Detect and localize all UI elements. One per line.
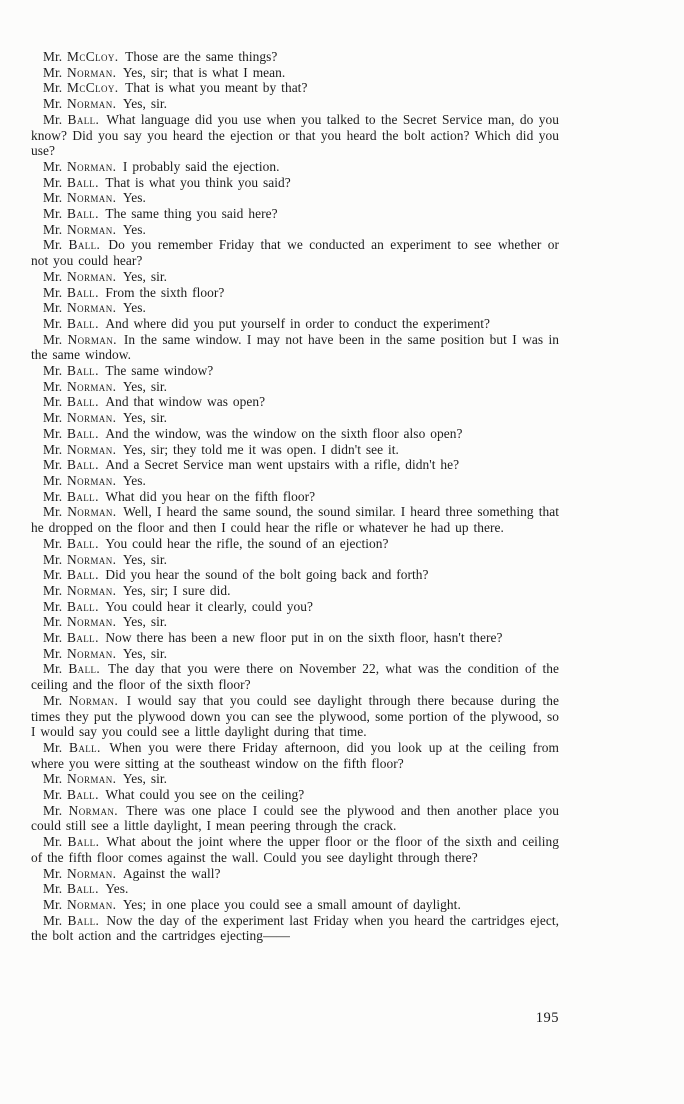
speaker-name: Mr. Ball. [43,425,99,441]
speaker-name: Mr. Norman. [43,802,118,818]
speech-text: Those are the same things? [125,49,278,64]
speech-text: Well, I heard the same sound, the sound similar. I heard three something that he dropped on the floor and then I could hear the rifle or whatever he had up there. [31,504,559,536]
dialogue-line [31,567,559,583]
speaker-surname: Ball [67,457,96,473]
dialogue-line [31,49,559,65]
speaker-surname: Norman [67,472,113,488]
speaker-surname: Ball [67,787,96,803]
speech-text: Against the wall? [122,865,221,881]
speaker-name: Mr. Norman. [43,221,117,237]
dialogue-line [31,771,559,787]
speech-text: Yes, sir. [122,645,168,661]
speaker-surname: Norman [67,190,113,206]
speaker-name: Mr. Norman. [43,614,117,630]
speaker-name: Mr. Norman. [43,865,117,881]
speaker-surname: Norman [67,64,113,80]
speech-text: Yes, sir. [122,410,168,426]
speech-text: And that window was open? [105,394,266,410]
speaker-name: Mr. Ball. [43,315,99,331]
speaker-name: Mr. Ball. [43,630,99,646]
dialogue-line [31,693,559,740]
speaker-name: Mr. Ball. [43,363,99,379]
speech-text: Did you hear the sound of the bolt going back and forth? [105,567,429,583]
speaker-prefix: Mr. [43,865,63,881]
speech-text: The same thing you said here? [105,206,278,222]
speech-text: Yes, sir. [122,378,168,394]
speaker-prefix: Mr. [43,645,63,661]
speaker-surname: Norman [68,802,115,818]
speaker-name: Mr. Ball. [43,739,101,755]
speaker-name: Mr. Ball. [43,912,99,928]
speech-text: Yes, sir. [122,551,168,567]
page-number: 195 [535,1010,559,1026]
speaker-surname: Ball [67,206,96,222]
dialogue-line [31,740,559,771]
speaker-prefix: Mr. [43,802,63,818]
speech-text: That is what you meant by that? [125,80,308,96]
speaker-name: Mr. Ball. [43,661,100,677]
speaker-prefix: Mr. [43,49,63,64]
dialogue-line [31,442,559,458]
speaker-surname: McCloy [67,80,115,96]
speaker-name: Mr. Norman. [43,441,117,457]
speaker-prefix: Mr. [43,912,63,928]
dialogue-line [31,866,559,882]
speaker-name: Mr. Norman. [43,896,117,912]
speaker-prefix: Mr. [43,771,63,787]
speaker-surname: Norman [67,771,113,787]
speech-text: I would say that you could see daylight through there because during the times they put the plywood down you can see the plywood, some portion of the plywood, so I would say you could see a little daylight during that time. [31,692,560,740]
dialogue-line [31,803,559,834]
speaker-name: Mr. Norman. [43,582,117,598]
speaker-name: Mr. Ball. [43,457,99,473]
speech-text: And a Secret Service man went upstairs with a rifle, didn't he? [105,457,460,473]
speaker-prefix: Mr. [43,598,63,614]
dialogue-line [31,599,559,615]
dialogue-line [31,112,559,159]
speaker-name: Mr. Norman. [43,96,117,112]
dialogue-line [31,316,559,332]
speaker-name: Mr. Ball. [43,787,99,803]
speaker-surname: Norman [67,410,113,426]
speaker-name: Mr. Ball. [43,834,99,850]
dialogue-line [31,661,559,692]
speaker-prefix: Mr. [43,206,63,222]
dialogue-line [31,159,559,175]
speaker-prefix: Mr. [43,551,63,567]
speaker-surname: Ball [67,912,96,928]
speaker-surname: Ball [67,881,96,897]
speech-text: And the window, was the window on the sixth floor also open? [105,425,463,441]
speaker-name: Mr. Norman. [43,158,117,174]
speaker-prefix: Mr. [43,504,63,520]
speaker-prefix: Mr. [43,582,63,598]
speech-text: Yes. [122,190,146,206]
speaker-prefix: Mr. [43,472,63,488]
speaker-surname: Ball [69,739,98,755]
speech-text: Now there has been a new floor put in on the sixth floor, hasn't there? [105,630,503,646]
speaker-prefix: Mr. [43,787,63,803]
speaker-surname: Norman [67,158,113,174]
speech-text: I probably said the ejection. [122,158,280,174]
speaker-surname: Norman [67,221,113,237]
speech-text: What did you hear on the fifth floor? [105,488,316,504]
dialogue-line [31,897,559,913]
speaker-surname: Ball [67,394,96,410]
speaker-name: Mr. Ball. [43,111,99,127]
speaker-prefix: Mr. [43,174,63,190]
dialogue-line [31,834,559,865]
speaker-surname: Ball [67,488,96,504]
dialogue-line [31,881,559,897]
speech-text: Yes, sir. [122,614,168,630]
speech-text: Yes. [105,881,129,897]
speaker-prefix: Mr. [43,394,63,410]
speaker-prefix: Mr. [43,378,63,394]
speaker-prefix: Mr. [43,221,63,237]
speaker-prefix: Mr. [43,834,63,850]
speech-text: What about the joint where the upper floor or the floor of the sixth and ceiling of the fifth floor comes against the wall. Could you see daylight through there? [31,834,559,865]
speaker-name: Mr. Norman. [43,692,118,708]
speaker-surname: Norman [67,378,113,394]
dialogue-line [31,457,559,473]
speaker-name: Mr. Ball. [43,567,99,583]
speaker-name: Mr. Ball. [43,598,99,614]
speech-text: Yes, sir; that is what I mean. [122,64,286,80]
speech-text: And where did you put yourself in order to conduct the experiment? [105,315,490,331]
speaker-prefix: Mr. [43,441,63,457]
speaker-surname: Ball [67,174,96,190]
speech-text: When you were there Friday afternoon, did you look up at the ceiling from where you were sitting at the southeast window on the fifth floor? [31,739,559,771]
speaker-name: Mr. Norman. [43,331,117,347]
speaker-prefix: Mr. [43,614,63,630]
speaker-prefix: Mr. [43,692,63,708]
dialogue-line [31,269,559,285]
dialogue-line [31,614,559,630]
speaker-prefix: Mr. [43,363,63,379]
speech-text: From the sixth floor? [105,284,225,300]
dialogue-line [31,206,559,222]
dialogue-line [31,473,559,489]
speaker-surname: Norman [67,614,113,630]
speaker-name: Mr. Ball. [43,488,99,504]
dialogue-line [31,583,559,599]
speaker-surname: Norman [67,96,113,112]
speaker-prefix: Mr. [43,111,63,127]
transcript-body [31,49,559,944]
speaker-prefix: Mr. [43,64,63,80]
speaker-surname: Norman [67,865,113,881]
speaker-surname: Norman [67,441,113,457]
speaker-name: Mr. McCloy. [43,49,119,64]
dialogue-line [31,222,559,238]
speaker-name: Mr. Norman. [43,190,117,206]
dialogue-line [31,646,559,662]
speaker-prefix: Mr. [43,284,63,300]
speaker-name: Mr. Norman. [43,268,117,284]
dialogue-line [31,285,559,301]
speech-text: The same window? [105,363,214,379]
speech-text: There was one place I could see the plywood and then another place you could still see a little daylight, I mean peering through the crack. [31,802,559,834]
speech-text: Yes, sir; I sure did. [122,582,231,598]
speaker-prefix: Mr. [43,237,63,253]
speaker-name: Mr. Ball. [43,237,100,253]
speaker-prefix: Mr. [43,535,63,551]
speaker-surname: Ball [67,834,96,850]
speaker-surname: Ball [67,567,96,583]
speaker-surname: Norman [67,504,113,520]
dialogue-line [31,96,559,112]
speaker-surname: Ball [68,661,97,677]
speaker-prefix: Mr. [43,410,63,426]
speech-text: What could you see on the ceiling? [105,787,305,803]
speaker-name: Mr. Ball. [43,174,99,190]
speech-text: Yes; in one place you could see a small amount of daylight. [122,896,461,912]
speaker-surname: Norman [68,692,115,708]
speaker-prefix: Mr. [43,80,63,96]
speech-text: Yes, sir; they told me it was open. I didn't see it. [122,441,399,457]
dialogue-line [31,394,559,410]
dialogue-line [31,332,559,363]
speech-text: Yes, sir. [122,268,168,284]
dialogue-line [31,504,559,535]
speaker-surname: Norman [67,896,113,912]
speaker-name: Mr. Norman. [43,378,117,394]
speaker-prefix: Mr. [43,739,63,755]
speaker-name: Mr. Ball. [43,535,99,551]
speaker-prefix: Mr. [43,661,63,677]
speaker-surname: Norman [67,331,114,347]
speaker-prefix: Mr. [43,896,63,912]
speech-text: Yes, sir. [122,771,168,787]
speaker-surname: Norman [67,582,113,598]
dialogue-line [31,536,559,552]
dialogue-line [31,65,559,81]
speech-text: Yes. [122,472,146,488]
speaker-prefix: Mr. [43,158,63,174]
speaker-prefix: Mr. [43,488,63,504]
speaker-surname: Ball [67,535,96,551]
speaker-prefix: Mr. [43,881,63,897]
speaker-surname: Ball [67,111,96,127]
speech-text: Yes, sir. [122,96,168,112]
dialogue-line [31,190,559,206]
speaker-name: Mr. Norman. [43,472,117,488]
speaker-name: Mr. McCloy. [43,80,119,96]
speech-text: What language did you use when you talked to the Secret Service man, do you know? Did you say you heard the ejection or that you heard the bolt action? Which did you use? [31,111,559,159]
dialogue-line [31,630,559,646]
speaker-prefix: Mr. [43,425,63,441]
speaker-surname: Ball [67,425,96,441]
speaker-name: Mr. Norman. [43,551,117,567]
speaker-surname: Ball [67,363,96,379]
speech-text: You could hear it clearly, could you? [105,598,313,614]
speech-text: In the same window. I may not have been in the same position but I was in the same window. [31,331,559,363]
speaker-prefix: Mr. [43,268,63,284]
speaker-surname: Ball [68,237,97,253]
speech-text: Do you remember Friday that we conducted an experiment to see whether or not you could hear? [31,237,559,269]
speaker-surname: McCloy [67,49,115,64]
speaker-name: Mr. Norman. [43,645,117,661]
speaker-prefix: Mr. [43,315,63,331]
speaker-prefix: Mr. [43,190,63,206]
speaker-prefix: Mr. [43,300,63,316]
speaker-name: Mr. Norman. [43,504,117,520]
dialogue-line [31,237,559,268]
speaker-surname: Ball [67,315,96,331]
speaker-prefix: Mr. [43,567,63,583]
speaker-prefix: Mr. [43,457,63,473]
speaker-prefix: Mr. [43,331,63,347]
speaker-name: Mr. Norman. [43,410,117,426]
dialogue-line [31,363,559,379]
speaker-name: Mr. Ball. [43,206,99,222]
dialogue-line [31,80,559,96]
speaker-prefix: Mr. [43,96,63,112]
speaker-surname: Ball [67,284,96,300]
speaker-surname: Ball [67,630,96,646]
speaker-name: Mr. Norman. [43,300,117,316]
dialogue-line [31,379,559,395]
speech-text: You could hear the rifle, the sound of an ejection? [105,535,389,551]
dialogue-line [31,913,559,944]
dialogue-line [31,787,559,803]
dialogue-line [31,426,559,442]
speech-text: Yes. [122,221,146,237]
speaker-surname: Norman [67,551,113,567]
speaker-name: Mr. Norman. [43,64,117,80]
speaker-name: Mr. Ball. [43,394,99,410]
dialogue-line [31,552,559,568]
dialogue-line [31,489,559,505]
speaker-name: Mr. Ball. [43,881,99,897]
speaker-surname: Norman [67,645,113,661]
speech-text: Now the day of the experiment last Friday when you heard the cartridges eject, the bolt action and the cartridges ejecting—— [31,912,559,944]
speaker-name: Mr. Norman. [43,771,117,787]
speech-text: Yes. [122,300,146,316]
speaker-surname: Norman [67,268,113,284]
dialogue-line [31,410,559,426]
speaker-surname: Ball [67,598,96,614]
speaker-name: Mr. Ball. [43,284,99,300]
dialogue-line [31,300,559,316]
speech-text: The day that you were there on November 22, what was the condition of the ceiling and the floor of the sixth floor? [31,661,559,693]
speaker-surname: Norman [67,300,113,316]
speech-text: That is what you think you said? [105,174,291,190]
speaker-prefix: Mr. [43,630,63,646]
dialogue-line [31,175,559,191]
